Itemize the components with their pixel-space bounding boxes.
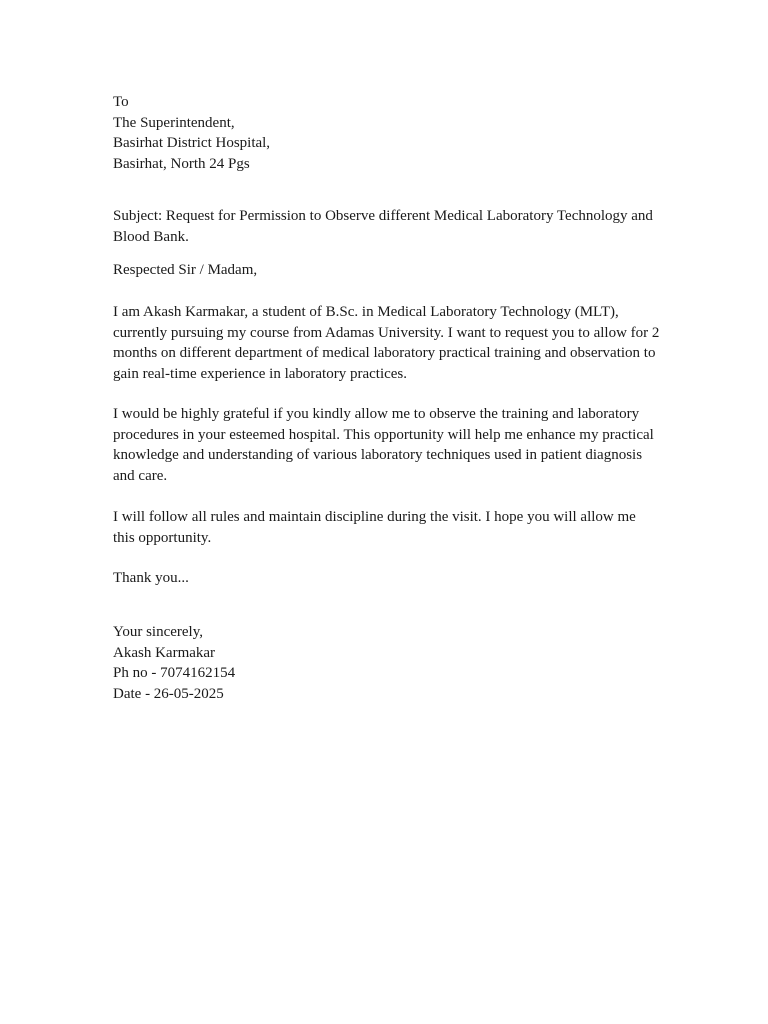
body-paragraph-2 (113, 404, 661, 486)
subject-line (113, 206, 661, 247)
letter-date: Date - 26-05-2025 (113, 685, 224, 702)
recipient-line-title: The Superintendent, (113, 114, 235, 131)
salutation (113, 260, 661, 281)
recipient-line-hospital: Basirhat District Hospital, (113, 135, 271, 151)
recipient-line-location: Basirhat, North 24 Pgs (113, 155, 250, 172)
salutation-text: Respected Sir / Madam, (113, 262, 258, 278)
body-paragraph-text: I would be highly grateful if you kindly allow me to observe the training and laboratory procedures in your esteemed hospital. This opportunity will help me enhance my practical knowledge and understanding of various laboratory techniques used in patient diagnosis and care. (113, 406, 654, 484)
signature-block (113, 622, 661, 704)
body-paragraph-text: I am Akash Karmakar, a student of B.Sc. in Medical Laboratory Technology (MLT), currently pursuing my course from Adamas University. I want to request you to allow for 2 months on different department of medical laboratory practical training and observation to gain real-time experience in laboratory practices. (113, 304, 660, 382)
closing-phrase: Your sincerely, (113, 624, 203, 640)
sender-phone: Ph no - 7074162154 (113, 665, 236, 681)
recipient-line-to: To (113, 94, 129, 110)
body-paragraph-1 (113, 302, 661, 384)
body-paragraph-text: I will follow all rules and maintain discipline during the visit. I hope you will allow me this opportunity. (113, 509, 636, 546)
sender-name: Akash Karmakar (113, 644, 216, 661)
thanks-line (113, 568, 661, 589)
thanks-text: Thank you... (113, 570, 189, 586)
subject-text: Subject: Request for Permission to Observe different Medical Laboratory Technology and Blood Bank. (113, 208, 653, 245)
recipient-address-block (113, 92, 661, 174)
body-paragraph-3 (113, 507, 661, 548)
